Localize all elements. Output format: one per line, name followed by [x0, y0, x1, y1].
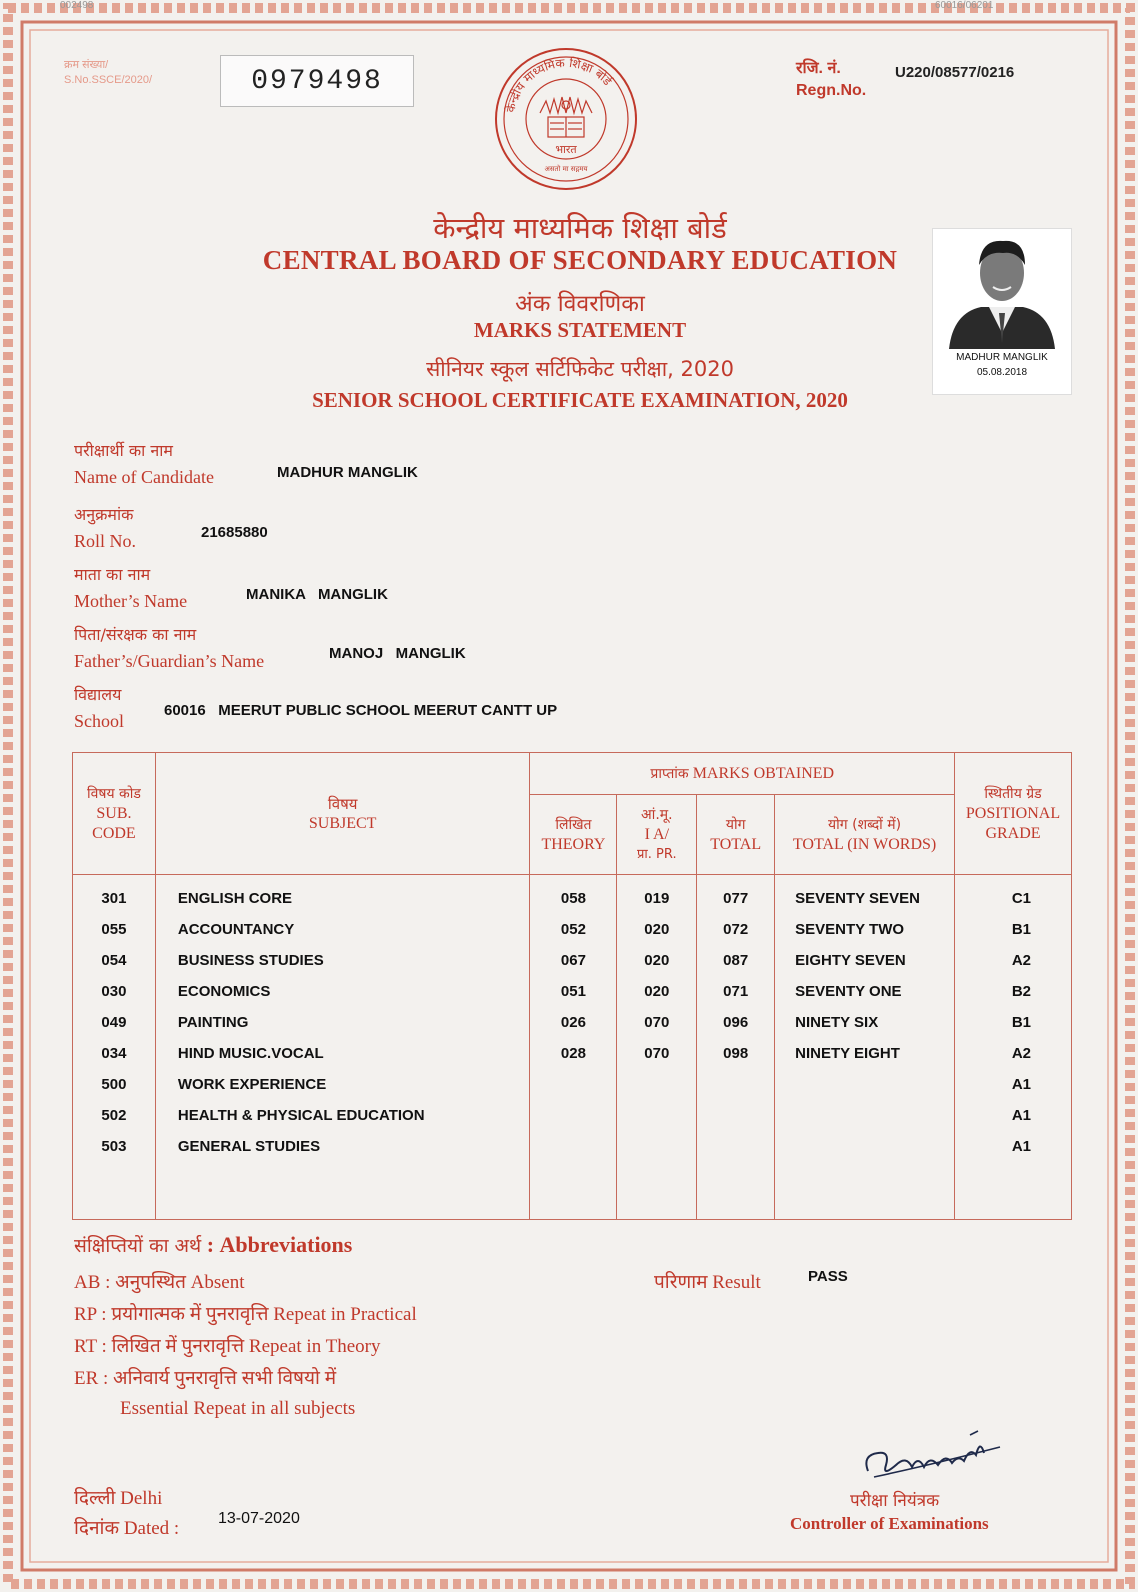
ia-marks: 070 — [644, 1014, 670, 1031]
total-marks: 071 — [723, 983, 749, 1000]
seal-motto: असतो मा सद्गमय — [544, 165, 588, 173]
person-portrait-icon — [933, 229, 1071, 349]
column-ia — [617, 875, 697, 1220]
ia-marks: 019 — [644, 890, 670, 907]
signature-icon — [860, 1425, 1010, 1495]
subject-name: GENERAL STUDIES — [177, 1138, 321, 1155]
total-in-words: NINETY EIGHT — [795, 1045, 900, 1062]
statement-title-hindi: अंक विवरणिका — [515, 291, 645, 317]
subject-name: HEALTH & PHYSICAL EDUCATION — [177, 1107, 425, 1124]
top-right-code: 60016/06201 — [935, 0, 994, 11]
total-marks: 096 — [723, 1014, 749, 1031]
sub-code: 055 — [101, 921, 127, 938]
board-name-hindi: केन्द्रीय माध्यमिक शिक्षा बोर्ड — [433, 211, 727, 245]
dated-label: दिनांक Dated : — [74, 1518, 180, 1539]
roll-label — [74, 502, 136, 554]
ia-marks: 020 — [644, 952, 670, 969]
theory-marks: 052 — [560, 921, 586, 938]
subject-name: ACCOUNTANCY — [177, 921, 295, 938]
header-sub-code-en2: CODE — [92, 824, 136, 842]
abbreviations-title — [74, 1232, 352, 1258]
abbr-absent: AB : अनुपस्थित Absent — [74, 1272, 245, 1293]
serial-label-en: S.No.SSCE/2020/ — [64, 74, 153, 86]
column-total-words — [775, 875, 955, 1220]
father-name: MANOJ MANGLIK — [329, 645, 466, 662]
header-sub-code-en1: SUB. — [96, 804, 132, 822]
header-ia-en: I A/ — [644, 825, 670, 843]
positional-grade: B1 — [1011, 921, 1031, 938]
theory-marks — [531, 1100, 615, 1131]
candidate-photo — [932, 228, 1072, 395]
exam-title-en: SENIOR SCHOOL CERTIFICATE EXAMINATION, 2020 — [312, 388, 848, 412]
school-label — [74, 682, 124, 734]
father-label-hindi: पिता/संरक्षक का नाम — [74, 625, 197, 644]
roll-label-en: Roll No. — [74, 531, 137, 551]
svg-text:केन्द्रीय माध्यमिक शिक्षा बोर् — [503, 56, 615, 114]
abbr-essential-repeat-en: Essential Repeat in all subjects — [120, 1398, 356, 1419]
theory-marks: 028 — [560, 1045, 586, 1062]
theory-marks: 026 — [560, 1014, 586, 1031]
header-total-hindi: योग — [725, 816, 746, 833]
school-name: 60016 MEERUT PUBLIC SCHOOL MEERUT CANTT UP — [164, 702, 558, 719]
mother-label-hindi: माता का नाम — [74, 565, 151, 584]
place: दिल्ली Delhi — [74, 1488, 163, 1509]
total-in-words: SEVENTY ONE — [795, 983, 902, 1000]
candidate-name-label — [74, 438, 214, 490]
statement-title-en: MARKS STATEMENT — [473, 318, 687, 342]
total-in-words — [795, 1131, 953, 1162]
theory-marks: 058 — [560, 890, 586, 907]
abbreviations-title-en: : Abbreviations — [206, 1232, 353, 1257]
header-marks-hindi: प्राप्तांक — [650, 765, 689, 782]
sub-code: 054 — [101, 952, 127, 969]
total-in-words: SEVENTY TWO — [795, 921, 905, 938]
sub-code: 503 — [101, 1138, 127, 1155]
theory-marks: 051 — [560, 983, 586, 1000]
mother-name: MANIKA MANGLIK — [246, 586, 388, 603]
photo-date: 05.08.2018 — [976, 367, 1028, 378]
header-ia-pr: प्रा. PR. — [637, 846, 677, 862]
header-theory — [530, 795, 617, 875]
ia-marks: 020 — [644, 921, 670, 938]
total-in-words: SEVENTY SEVEN — [795, 890, 920, 907]
total-marks — [698, 1069, 773, 1100]
header-marks-en: MARKS OBTAINED — [692, 764, 835, 782]
regn-label-hindi: रजि. नं. — [796, 60, 841, 77]
serial-number: 0979498 — [220, 55, 414, 107]
ia-marks — [618, 1069, 695, 1100]
header-grade — [955, 753, 1072, 875]
serial-label-hindi: क्रम संख्या/ — [64, 59, 109, 71]
header-total-words-hindi: योग (शब्दों में) — [828, 816, 902, 833]
controller-title-en: Controller of Examinations — [790, 1514, 989, 1533]
header-theory-hindi: लिखित — [555, 816, 592, 833]
header-ia-hindi: आं.मू. — [641, 806, 673, 823]
total-in-words — [795, 1069, 953, 1100]
header-subject-hindi: विषय — [327, 794, 358, 813]
mother-label — [74, 562, 187, 614]
photo-name: MADHUR MANGLIK — [956, 352, 1048, 363]
column-codes — [73, 875, 156, 1220]
header-subject — [155, 753, 530, 875]
header-sub-code — [73, 753, 156, 875]
mother-label-en: Mother’s Name — [74, 591, 188, 611]
theory-marks — [531, 1069, 615, 1100]
header-marks-obtained — [530, 753, 955, 795]
column-grades — [955, 875, 1072, 1220]
positional-grade: A1 — [1011, 1076, 1031, 1093]
result-value: PASS — [808, 1268, 848, 1285]
seal-top-text: केन्द्रीय माध्यमिक शिक्षा बोर्ड — [503, 55, 615, 114]
positional-grade: A2 — [1011, 1045, 1031, 1062]
total-marks: 077 — [723, 890, 749, 907]
total-in-words: EIGHTY SEVEN — [795, 952, 906, 969]
issue-date: 13-07-2020 — [218, 1510, 300, 1527]
candidate-name-label-en: Name of Candidate — [74, 467, 214, 487]
total-marks — [698, 1100, 773, 1131]
top-left-code: 002498 — [60, 0, 94, 11]
column-total — [697, 875, 775, 1220]
candidate-name-label-hindi: परीक्षार्थी का नाम — [74, 441, 173, 460]
theory-marks — [531, 1131, 615, 1162]
abbreviations-title-hindi: संक्षिप्तियों का अर्थ — [74, 1235, 202, 1257]
column-theory — [530, 875, 617, 1220]
subject-name: WORK EXPERIENCE — [177, 1076, 327, 1093]
roll-number: 21685880 — [201, 524, 268, 541]
serial-label — [64, 58, 152, 88]
regn-label-en: Regn.No. — [796, 82, 867, 99]
header-total-en: TOTAL — [710, 835, 762, 853]
column-subjects — [155, 875, 530, 1220]
seal-country: भारत — [555, 143, 577, 156]
result-label: परिणाम Result — [654, 1272, 761, 1293]
header-grade-en2: GRADE — [985, 824, 1041, 842]
total-marks — [698, 1131, 773, 1162]
subject-name: BUSINESS STUDIES — [177, 952, 324, 969]
positional-grade: B2 — [1011, 983, 1031, 1000]
sub-code: 034 — [101, 1045, 127, 1062]
regn-label — [796, 58, 866, 102]
total-marks: 087 — [723, 952, 749, 969]
father-label — [74, 622, 264, 674]
father-label-en: Father’s/Guardian’s Name — [74, 651, 265, 671]
roll-label-hindi: अनुक्रमांक — [74, 505, 134, 524]
ia-marks: 070 — [644, 1045, 670, 1062]
total-marks: 098 — [723, 1045, 749, 1062]
sub-code: 500 — [101, 1076, 127, 1093]
subject-name: HIND MUSIC.VOCAL — [177, 1045, 324, 1062]
subject-name: ECONOMICS — [177, 983, 271, 1000]
header-sub-code-hindi: विषय कोड — [86, 785, 141, 802]
header-grade-hindi: स्थितीय ग्रेड — [984, 785, 1042, 802]
exam-title-hindi: सीनियर स्कूल सर्टिफिकेट परीक्षा, 2020 — [426, 357, 734, 381]
controller-title-hindi: परीक्षा नियंत्रक — [850, 1491, 940, 1511]
header-theory-en: THEORY — [541, 835, 606, 853]
abbr-repeat-theory: RT : लिखित में पुनरावृत्ति Repeat in Theory — [74, 1336, 381, 1357]
regn-number: U220/08577/0216 — [895, 64, 1015, 81]
header-subject-en: SUBJECT — [308, 814, 377, 832]
sub-code: 049 — [101, 1014, 127, 1031]
board-name-en: CENTRAL BOARD OF SECONDARY EDUCATION — [262, 245, 898, 275]
theory-marks: 067 — [560, 952, 586, 969]
subject-name: ENGLISH CORE — [177, 890, 293, 907]
sub-code: 301 — [101, 890, 127, 907]
positional-grade: A1 — [1011, 1107, 1031, 1124]
positional-grade: A2 — [1011, 952, 1031, 969]
ia-marks: 020 — [644, 983, 670, 1000]
header-total-words — [775, 795, 955, 875]
total-in-words: NINETY SIX — [795, 1014, 879, 1031]
header-total-words-en: TOTAL (IN WORDS) — [792, 835, 937, 853]
abbr-repeat-practical: RP : प्रयोगात्मक में पुनरावृत्ति Repeat in Practical — [74, 1304, 417, 1325]
positional-grade: A1 — [1011, 1138, 1031, 1155]
header-total — [697, 795, 775, 875]
abbr-essential-repeat: ER : अनिवार्य पुनरावृत्ति सभी विषयो में — [74, 1368, 337, 1389]
cbse-seal-icon — [492, 45, 640, 193]
total-in-words — [795, 1100, 953, 1131]
total-marks: 072 — [723, 921, 749, 938]
subject-name: PAINTING — [177, 1014, 249, 1031]
positional-grade: B1 — [1011, 1014, 1031, 1031]
school-label-en: School — [74, 711, 125, 731]
candidate-name: MADHUR MANGLIK — [277, 464, 418, 481]
marks-table — [72, 752, 1072, 1220]
ia-marks — [618, 1131, 695, 1162]
header-grade-en1: POSITIONAL — [965, 804, 1061, 822]
positional-grade: C1 — [1011, 890, 1031, 907]
sub-code: 502 — [101, 1107, 127, 1124]
ia-marks — [618, 1100, 695, 1131]
header-ia — [617, 795, 697, 875]
school-label-hindi: विद्यालय — [74, 685, 122, 704]
sub-code: 030 — [101, 983, 127, 1000]
